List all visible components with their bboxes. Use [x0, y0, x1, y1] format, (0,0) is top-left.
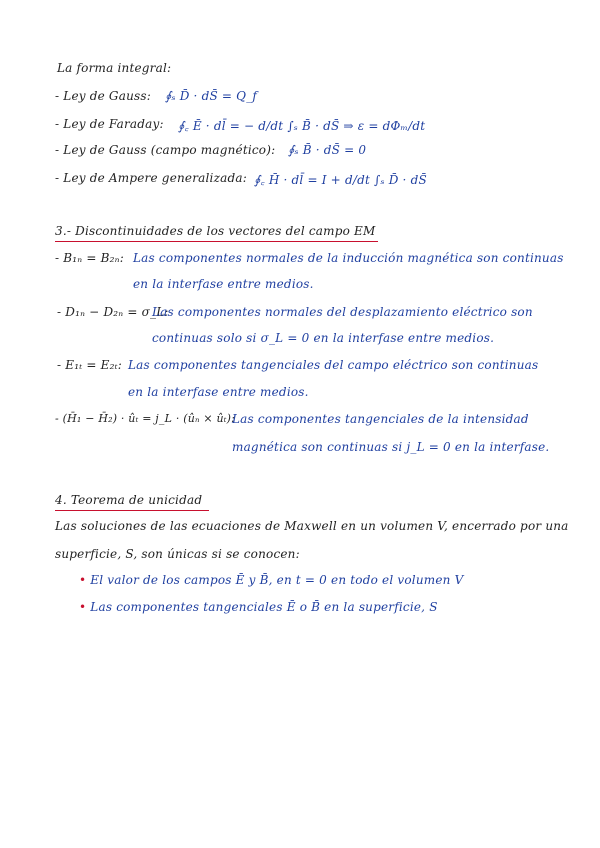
bullet-dot-icon: •	[79, 600, 87, 614]
section4-title: 4. Teorema de unicidad	[55, 493, 203, 507]
law-gauss-magnetic-name: - Ley de Gauss (campo magnético):	[55, 143, 276, 157]
item2-lhs: - D₁ₙ − D₂ₙ = σ_L:	[57, 305, 169, 319]
law-gauss-magnetic-formula: ∮ₛ B̄ · dS̄ = 0	[288, 143, 367, 157]
bullet-2	[79, 600, 438, 614]
item3-text1: Las componentes tangenciales del campo eléctrico son continuas	[128, 358, 539, 372]
item2-text2: continuas solo si σ_L = 0 en la interfase entre medios.	[152, 331, 495, 345]
section4-paragraph-line1: Las soluciones de las ecuaciones de Maxwell en un volumen V, encerrado por una	[55, 519, 569, 533]
law-ampere-formula: ∮꜀ H̄ · dl̄ = I + d/dt ∫ₛ D̄ · dS̄	[254, 173, 427, 187]
item1-text2: en la interfase entre medios.	[133, 277, 314, 291]
law-gauss-name: - Ley de Gauss:	[55, 89, 151, 103]
item1-text1: Las componentes normales de la inducción magnética son continuas	[133, 251, 564, 265]
integral-heading: La forma integral:	[57, 61, 172, 75]
item4-text1: Las componentes tangenciales de la intensidad	[232, 412, 529, 426]
item3-text2: en la interfase entre medios.	[128, 385, 309, 399]
law-faraday-name: - Ley de Faraday:	[55, 117, 164, 131]
law-faraday-formula: ∮꜀ Ē · dl̄ = − d/dt ∫ₛ B̄ · dS̄ ⇒ ε = dΦₘ/dt	[178, 119, 426, 133]
section3-title: 3.- Discontinuidades de los vectores del campo EM	[55, 224, 376, 238]
bullet-2-text: Las componentes tangenciales Ē o B̄ en la superficie, S	[90, 600, 438, 614]
section4-paragraph-line2: superficie, S, son únicas si se conocen:	[55, 547, 300, 561]
law-gauss-formula: ∮ₛ D̄ · dS̄ = Q_f	[165, 89, 258, 103]
bullet-dot-icon: •	[79, 573, 87, 587]
item1-lhs: - B₁ₙ = B₂ₙ:	[55, 251, 124, 265]
bullet-1-text: El valor de los campos Ē y B̄, en t = 0 en todo el volumen V	[90, 573, 464, 587]
item2-text1: Las componentes normales del desplazamiento eléctrico son	[152, 305, 533, 319]
item4-text2: magnética son continuas si j_L = 0 en la interfase.	[232, 440, 550, 454]
item3-lhs: - E₁ₜ = E₂ₜ:	[57, 358, 123, 372]
section3-underline	[55, 241, 378, 242]
item4-lhs: - (H̄₁ − H̄₂) · ûₜ = j_L · (ûₙ × ûₜ):	[55, 412, 236, 425]
law-ampere-name: - Ley de Ampere generalizada:	[55, 171, 247, 185]
bullet-1	[79, 573, 463, 587]
section4-underline	[55, 510, 209, 511]
